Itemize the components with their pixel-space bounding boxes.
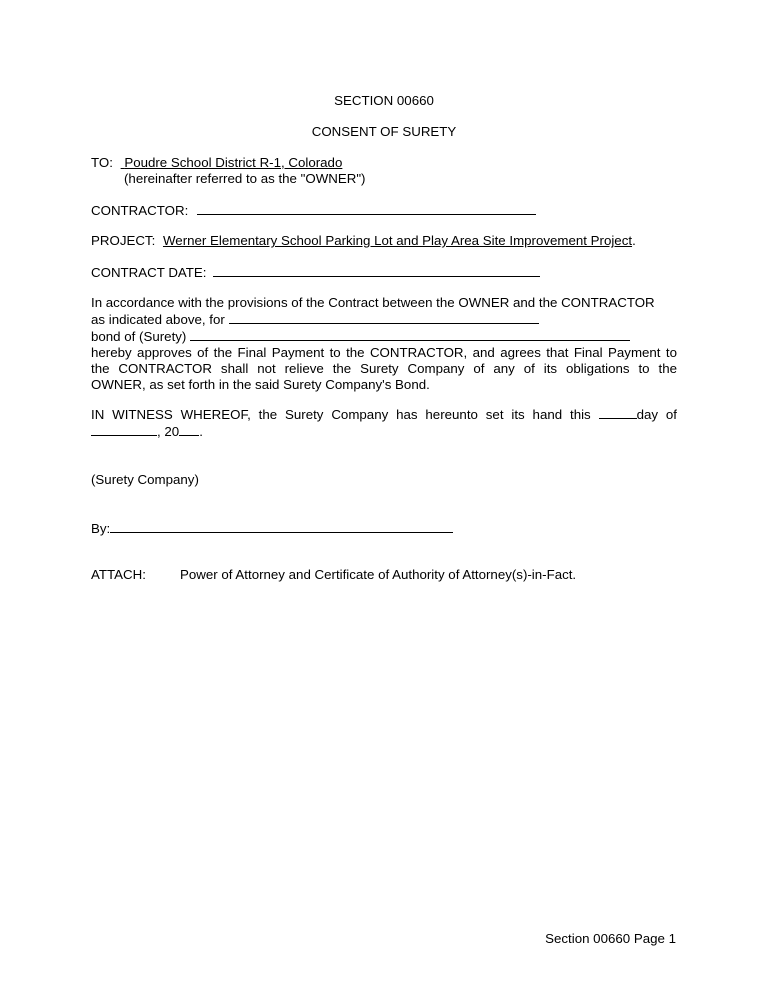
signature-blank[interactable] [110, 520, 453, 533]
owner-note: (hereinafter referred to as the "OWNER") [124, 171, 366, 186]
witness-paragraph [91, 406, 677, 440]
contract-date-line [91, 264, 540, 280]
attach-line [91, 567, 577, 582]
accordance-line-6: OWNER, as set forth in the said Surety Company's Bond. [91, 377, 430, 392]
attach-label: ATTACH: [91, 567, 146, 582]
section-title: SECTION 00660 [334, 93, 434, 108]
accordance-paragraph [91, 295, 677, 393]
page-footer: Section 00660 Page 1 [545, 931, 676, 946]
document-title: CONSENT OF SURETY [311, 124, 457, 139]
for-blank[interactable] [229, 311, 539, 324]
day-blank[interactable] [599, 406, 637, 419]
to-line [91, 155, 342, 170]
accordance-line-2: as indicated above, for [91, 311, 677, 328]
by-line [91, 520, 453, 536]
contract-date-label: CONTRACT DATE: [91, 265, 207, 280]
by-label: By: [91, 521, 111, 536]
month-blank[interactable] [91, 423, 157, 436]
accordance-line-3: bond of (Surety) [91, 328, 677, 345]
contract-date-blank[interactable] [213, 264, 540, 277]
accordance-line-1: In accordance with the provisions of the Contract between the OWNER and the CONTRACTOR [91, 295, 655, 310]
contractor-label: CONTRACTOR: [91, 203, 189, 218]
surety-company-label: (Surety Company) [91, 472, 199, 487]
attach-text: Power of Attorney and Certificate of Authority of Attorney(s)-in-Fact. [180, 567, 577, 582]
project-name: Werner Elementary School Parking Lot and Play Area Site Improvement Project [162, 233, 633, 248]
project-label: PROJECT: [91, 233, 156, 248]
surety-bond-blank[interactable] [190, 328, 630, 341]
contractor-blank[interactable] [197, 202, 536, 215]
project-line [91, 233, 636, 248]
year-blank[interactable] [179, 423, 199, 436]
witness-line-2: , 20 . [91, 423, 677, 440]
to-label: TO: [91, 155, 113, 170]
owner-name: Poudre School District R-1, Colorado [124, 155, 343, 170]
contractor-line [91, 202, 536, 218]
accordance-line-4: hereby approves of the Final Payment to the CONTRACTOR, and agrees that Final Payment to [91, 345, 677, 360]
witness-line-1: IN WITNESS WHEREOF, the Surety Company has hereunto set its hand this day of [91, 407, 677, 422]
project-period: . [632, 233, 636, 248]
accordance-line-5: the CONTRACTOR shall not relieve the Surety Company of any of its obligations to the [91, 361, 677, 376]
